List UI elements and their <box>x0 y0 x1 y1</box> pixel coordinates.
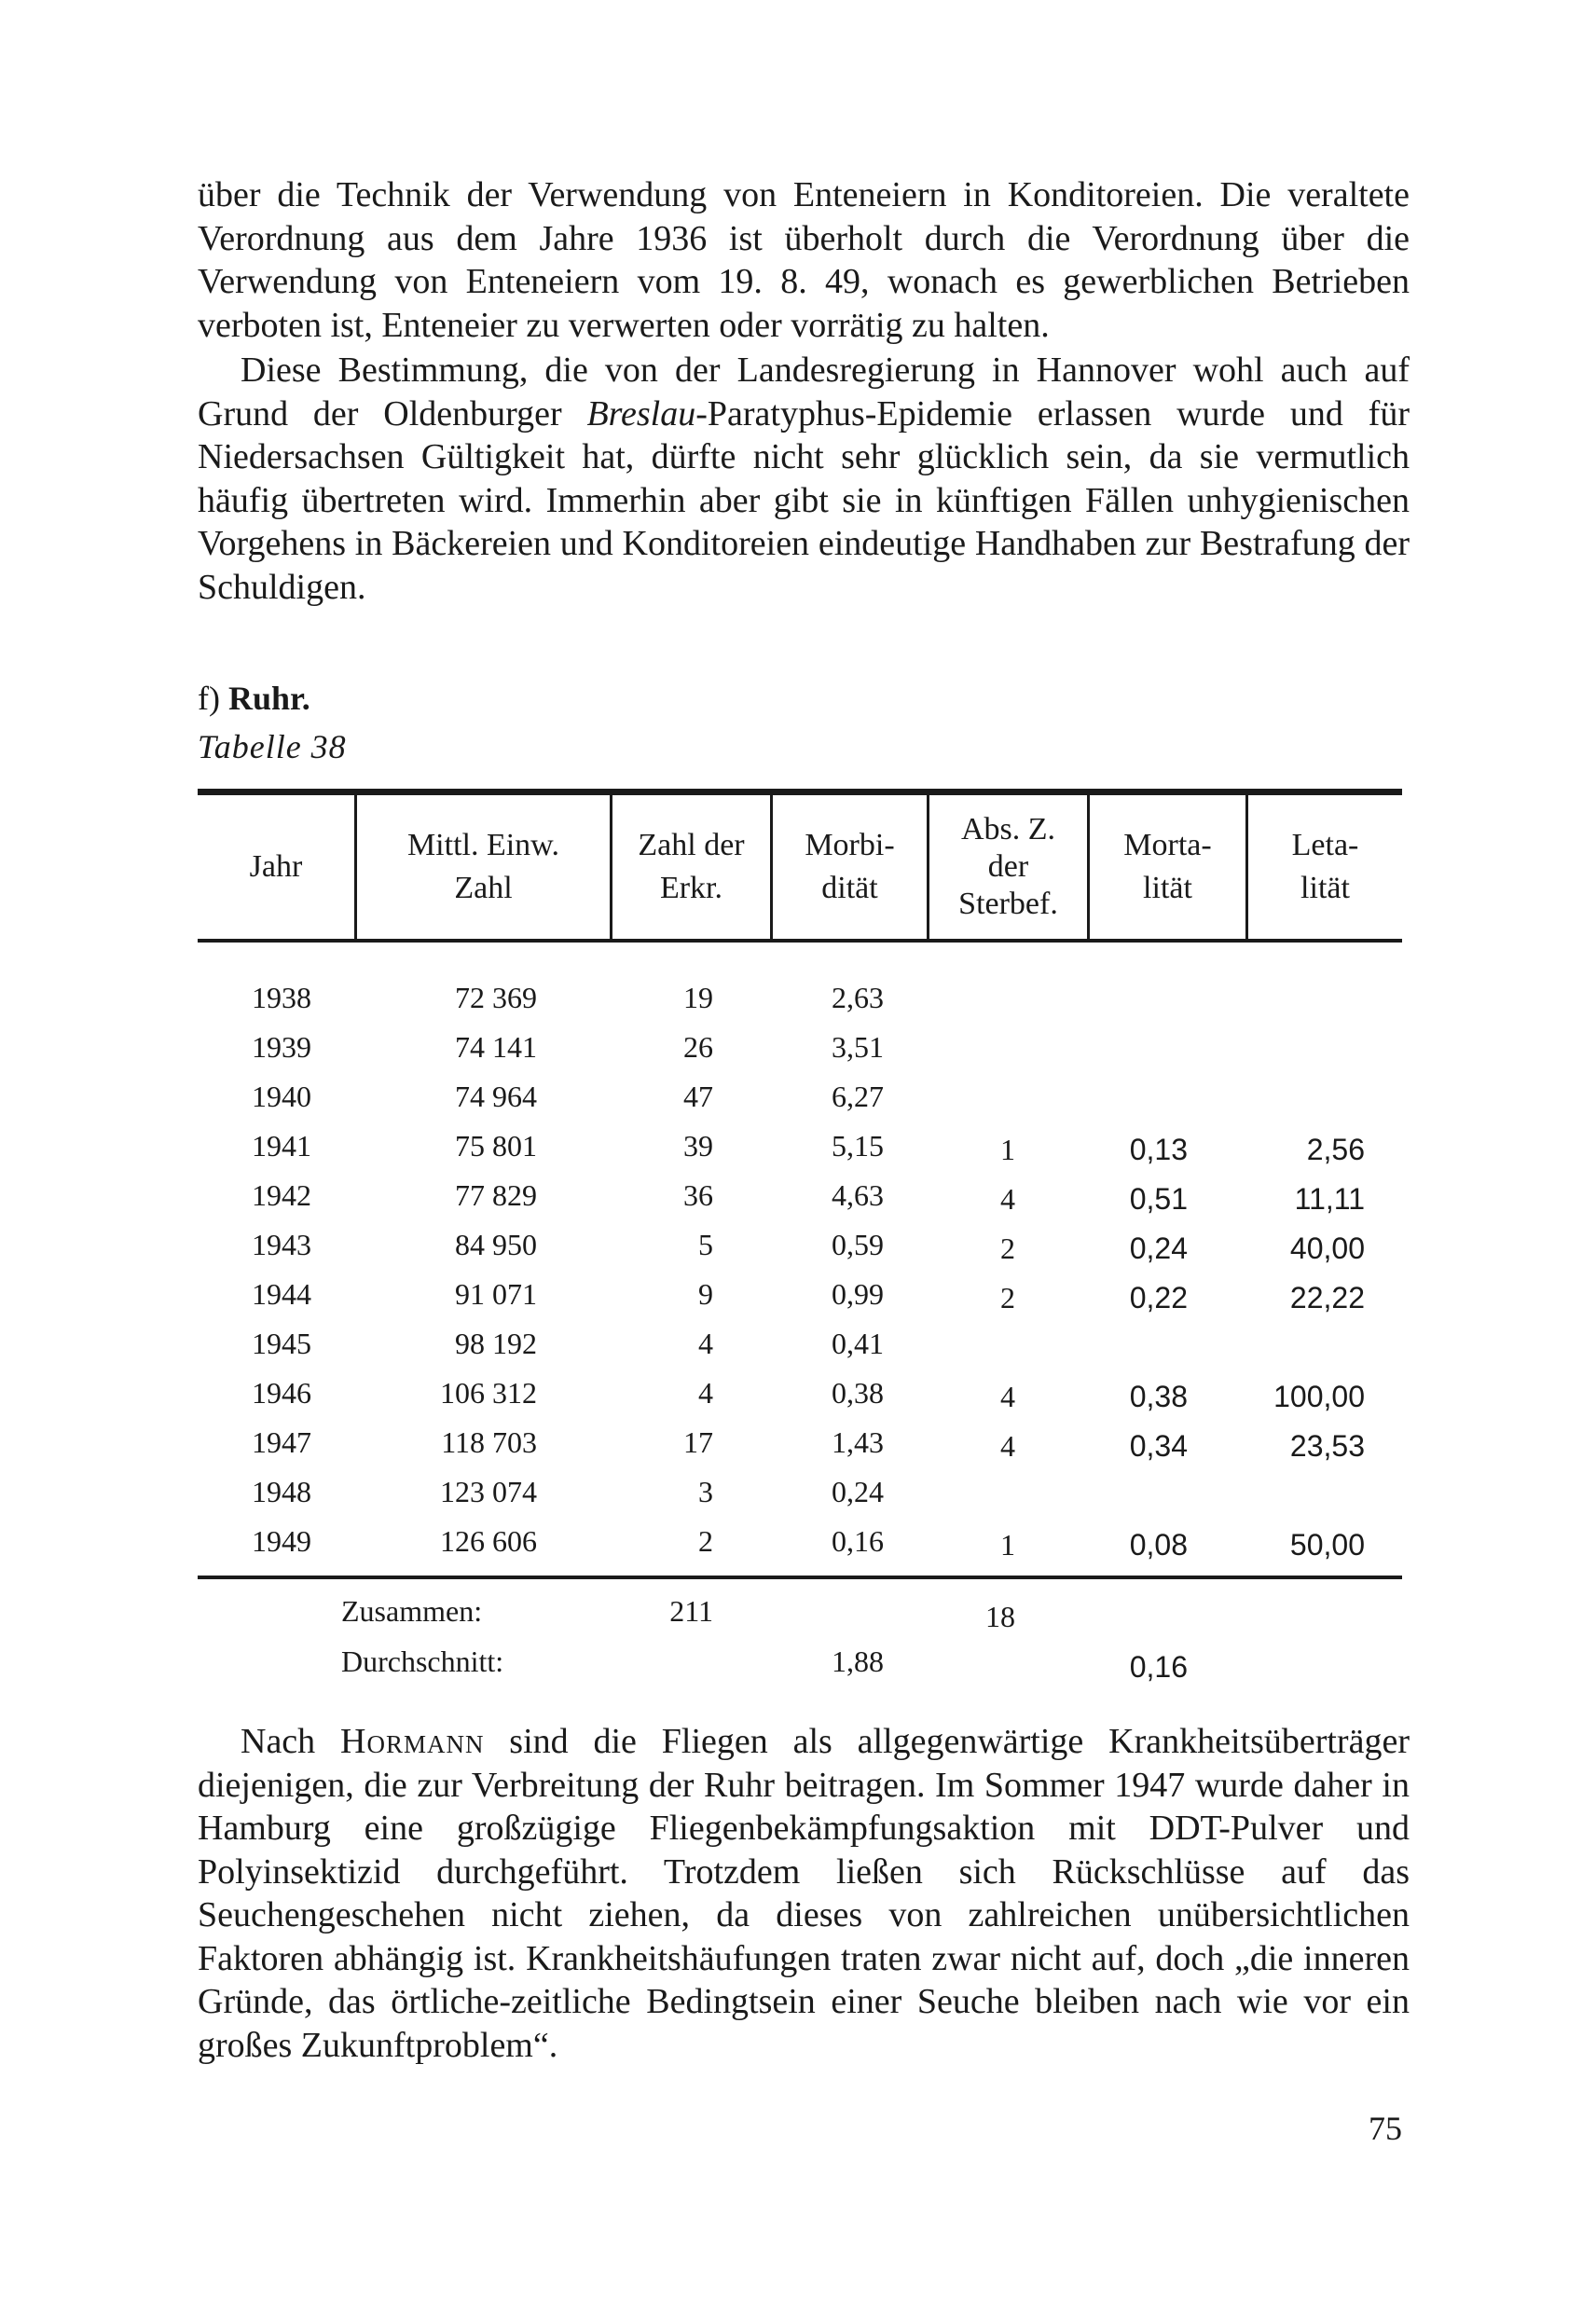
summary-zusammen-label: Zusammen: <box>341 1594 483 1628</box>
header-line: Morbi- <box>805 828 895 862</box>
header-erkr <box>612 795 770 939</box>
cell-erkr: 9 <box>698 1277 713 1311</box>
cell-morb: 0,59 <box>832 1228 884 1261</box>
cell-mort: 0,08 <box>1129 1528 1188 1562</box>
cell-erkr: 17 <box>683 1425 713 1459</box>
cell-einw: 84 950 <box>455 1228 537 1261</box>
cell-abs: 1 <box>1000 1528 1015 1562</box>
table-header-rule <box>198 939 1402 943</box>
cell-abs: 4 <box>1000 1182 1015 1216</box>
header-line: lität <box>1300 871 1350 905</box>
header-line: Leta- <box>1291 828 1359 862</box>
paragraph-2-italic: Breslau <box>586 393 696 434</box>
cell-jahr: 1947 <box>252 1425 311 1459</box>
header-line: Mittl. Einw. <box>406 828 560 862</box>
cell-mort: 0,38 <box>1129 1380 1188 1413</box>
cell-morb: 0,99 <box>832 1277 884 1311</box>
cell-erkr: 39 <box>683 1129 713 1163</box>
cell-jahr: 1944 <box>252 1277 311 1311</box>
cell-jahr: 1941 <box>252 1129 311 1163</box>
section-label: f) <box>198 680 220 717</box>
cell-einw: 106 312 <box>440 1376 537 1410</box>
paragraph-2-text-b: -Paratyphus-Epidemie erlassen wurde und für Niedersachsen Gültigkeit hat, dürfte nicht sehr glücklich sein, da sie vermutlich häufig übertreten wird. Immerhin aber gibt sie in künftigen Fällen unhygienischen Vorgehens in Bäckereien und Konditoreien eindeutige Handhaben zur Bestrafung der Schuldigen. <box>198 393 1410 607</box>
table-row <box>198 1228 1402 1276</box>
cell-mort: 0,24 <box>1129 1232 1188 1265</box>
cell-jahr: 1948 <box>252 1475 311 1508</box>
header-einw <box>357 795 610 939</box>
cell-einw: 91 071 <box>455 1277 537 1311</box>
cell-erkr: 19 <box>683 981 713 1014</box>
table-row <box>198 1376 1402 1424</box>
cell-morb: 0,38 <box>832 1376 884 1410</box>
author-name: Hormann <box>340 1722 485 1761</box>
cell-erkr: 3 <box>698 1475 713 1508</box>
header-line: dität <box>821 871 878 905</box>
header-line: Zahl der <box>638 828 745 862</box>
cell-einw: 98 192 <box>455 1327 537 1360</box>
summary-zusammen-erkr: 211 <box>669 1594 713 1628</box>
cell-einw: 126 606 <box>440 1524 537 1558</box>
paragraph-1 <box>198 173 1410 347</box>
table-row <box>198 1178 1402 1227</box>
cell-mort: 0,51 <box>1129 1182 1188 1216</box>
cell-jahr: 1945 <box>252 1327 311 1360</box>
table-row <box>198 1080 1402 1128</box>
table-row <box>198 1425 1402 1474</box>
cell-morb: 2,63 <box>832 981 884 1014</box>
header-line: Zahl <box>454 871 513 905</box>
table-row <box>198 1030 1402 1079</box>
header-line: der <box>987 849 1029 884</box>
cell-einw: 74 964 <box>455 1080 537 1113</box>
cell-jahr: 1942 <box>252 1178 311 1212</box>
table-row <box>198 1277 1402 1326</box>
cell-abs: 4 <box>1000 1380 1015 1413</box>
header-line: Jahr <box>249 849 303 884</box>
paragraph-3-text-a: Nach <box>241 1722 341 1761</box>
cell-erkr: 4 <box>698 1327 713 1360</box>
cell-einw: 75 801 <box>455 1129 537 1163</box>
cell-leta: 40,00 <box>1289 1232 1365 1265</box>
cell-einw: 118 703 <box>441 1425 537 1459</box>
cell-morb: 5,15 <box>832 1129 884 1163</box>
table-row <box>198 1524 1402 1573</box>
cell-abs: 4 <box>1000 1429 1015 1463</box>
header-line: Abs. Z. <box>960 812 1056 846</box>
cell-jahr: 1946 <box>252 1376 311 1410</box>
cell-erkr: 47 <box>683 1080 713 1113</box>
table-row <box>198 1475 1402 1523</box>
cell-einw: 74 141 <box>455 1030 537 1064</box>
cell-erkr: 2 <box>698 1524 713 1558</box>
header-mort <box>1090 795 1245 939</box>
table-row <box>198 1327 1402 1375</box>
paragraph-3 <box>198 1720 1410 2067</box>
table-row <box>198 981 1402 1029</box>
cell-leta: 100,00 <box>1273 1380 1365 1413</box>
cell-jahr: 1940 <box>252 1080 311 1113</box>
cell-morb: 6,27 <box>832 1080 884 1113</box>
section-heading <box>198 679 310 718</box>
cell-jahr: 1943 <box>252 1228 311 1261</box>
cell-jahr: 1938 <box>252 981 311 1014</box>
paragraph-2 <box>198 349 1410 609</box>
table-row <box>198 1129 1402 1177</box>
cell-einw: 77 829 <box>455 1178 537 1212</box>
header-line: Morta- <box>1123 828 1212 862</box>
cell-jahr: 1949 <box>252 1524 311 1558</box>
cell-jahr: 1939 <box>252 1030 311 1064</box>
summary-durchschnitt-mort: 0,16 <box>1129 1650 1188 1684</box>
cell-erkr: 4 <box>698 1376 713 1410</box>
cell-einw: 123 074 <box>440 1475 537 1508</box>
header-morb <box>773 795 927 939</box>
cell-leta: 2,56 <box>1306 1133 1365 1166</box>
paragraph-1-text: über die Technik der Verwendung von Enteneiern in Konditoreien. Die veraltete Verordnung aus dem Jahre 1936 ist überholt durch die Verordnung über die Verwendung von Enteneiern vom 19. 8. 49, wonach es gewerblichen Betrieben verboten ist, Enteneier zu verwerten oder vorrätig zu halten. <box>198 175 1410 345</box>
cell-einw: 72 369 <box>455 981 537 1014</box>
cell-mort: 0,22 <box>1129 1281 1188 1314</box>
header-leta <box>1248 795 1402 939</box>
cell-erkr: 5 <box>698 1228 713 1261</box>
table-top-rule <box>198 789 1402 795</box>
paragraph-2-text-a: Diese Bestimmung, die von der Landesregierung in Hannover wohl auch auf Grund der Oldenburger <box>198 351 1410 434</box>
cell-morb: 3,51 <box>832 1030 884 1064</box>
table-caption: Tabelle 38 <box>198 728 347 765</box>
header-line: Sterbef. <box>958 887 1058 921</box>
cell-morb: 0,41 <box>832 1327 884 1360</box>
cell-leta: 22,22 <box>1289 1281 1365 1314</box>
cell-mort: 0,13 <box>1129 1133 1188 1166</box>
cell-leta: 11,11 <box>1294 1182 1365 1216</box>
cell-abs: 2 <box>1000 1232 1015 1265</box>
cell-morb: 0,16 <box>832 1524 884 1558</box>
cell-leta: 50,00 <box>1289 1528 1365 1562</box>
summary-durchschnitt-label: Durchschnitt: <box>341 1645 504 1678</box>
cell-morb: 1,43 <box>832 1425 884 1459</box>
header-abs <box>929 795 1087 939</box>
cell-mort: 0,34 <box>1129 1429 1188 1463</box>
section-title: Ruhr. <box>227 680 310 717</box>
table-bottom-rule <box>198 1576 1402 1579</box>
header-line: Erkr. <box>659 871 723 905</box>
cell-abs: 2 <box>1000 1281 1015 1314</box>
cell-erkr: 26 <box>683 1030 713 1064</box>
summary-zusammen-abs: 18 <box>985 1600 1015 1633</box>
cell-abs: 1 <box>1000 1133 1015 1166</box>
header-jahr <box>198 795 354 939</box>
cell-morb: 0,24 <box>832 1475 884 1508</box>
cell-erkr: 36 <box>683 1178 713 1212</box>
summary-durchschnitt-morb: 1,88 <box>832 1645 884 1678</box>
page-number: 75 <box>1369 2110 1402 2147</box>
header-line: lität <box>1143 871 1192 905</box>
cell-leta: 23,53 <box>1289 1429 1365 1463</box>
cell-morb: 4,63 <box>832 1178 884 1212</box>
paragraph-3-text-b: sind die Fliegen als allgegenwärtige Krankheitsüberträger diejenigen, die zur Verbreitung der Ruhr beitragen. Im Sommer 1947 wurde daher in Hamburg eine großzügige Fliegenbekämpfungsaktion mit DDT-Pulver und Polyinsektizid durchgeführt. Trotzdem ließen sich Rückschlüsse auf das Seuchengeschehen nicht ziehen, da dieses von zahlreichen unübersichtlichen Faktoren abhängig ist. Krankheitshäufungen traten zwar nicht auf, doch „die inneren Gründe, das örtliche-zeitliche Bedingtsein einer Seuche bleiben nach wie vor ein großes Zukunftproblem“. <box>198 1722 1410 2065</box>
